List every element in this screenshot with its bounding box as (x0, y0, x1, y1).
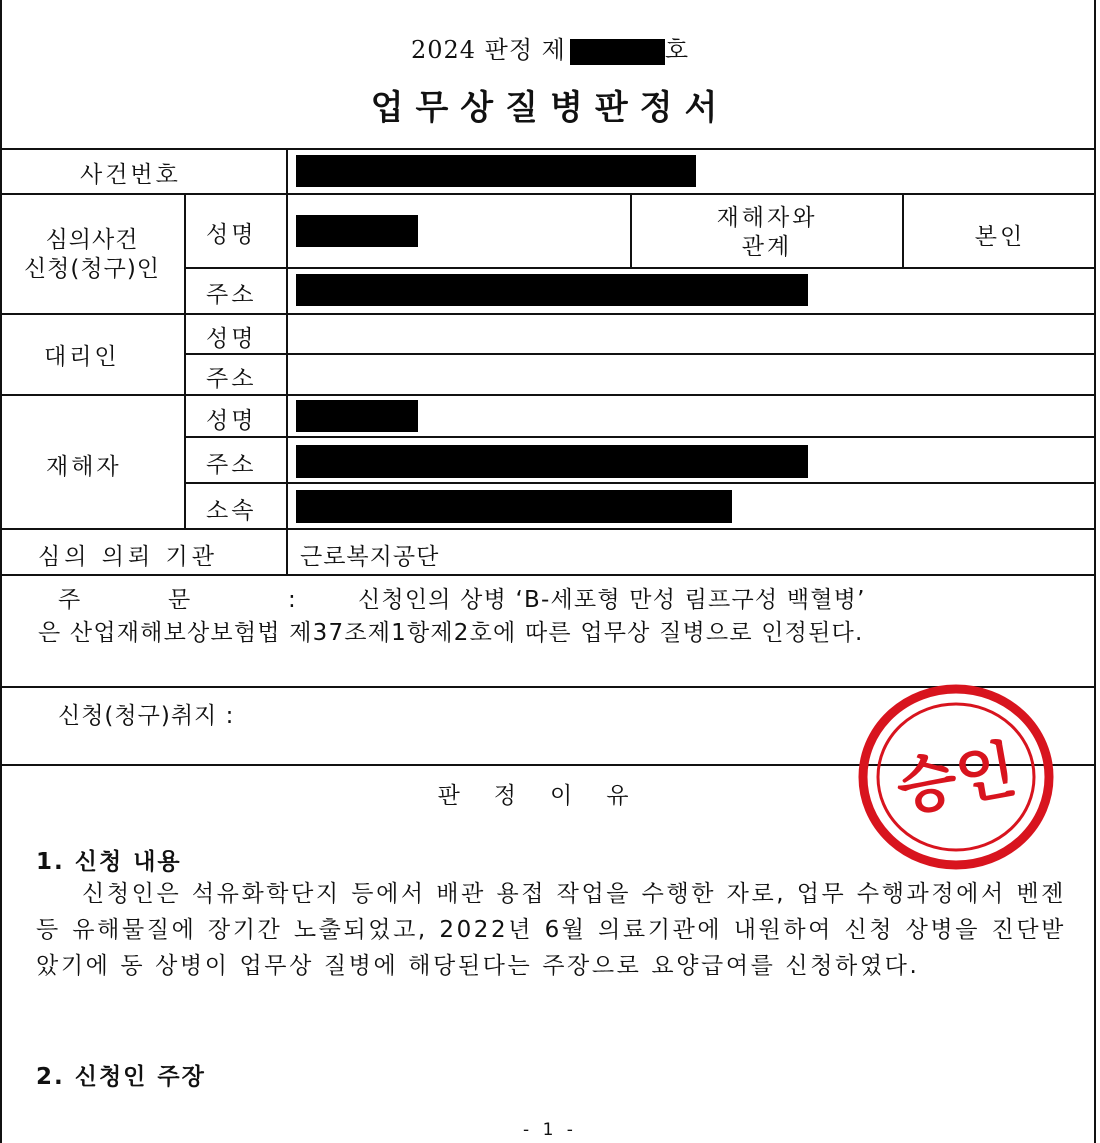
order-text-rest: 은 산업재해보상보험법 제37조제1항제2호에 따른 업무상 질병으로 인정된다. (38, 620, 864, 646)
decision-number-line (0, 30, 1100, 65)
table-rule (0, 394, 1096, 396)
applicant-address-label: 주소 (206, 282, 257, 308)
redacted-victim-name (296, 400, 418, 432)
case-number-label: 사건번호 (80, 162, 181, 188)
request-label: 신청(청구)취지 : (58, 703, 235, 729)
institution-value: 근로복지공단 (300, 544, 440, 570)
section-1-body: 신청인은 석유화학단지 등에서 배관 용접 작업을 수행한 자로, 업무 수행과정에서 벤젠 등 유해물질에 장기간 노출되었고, 2022년 6월 의료기관에 내원하여 신청 상병을 진단받았기에 동 상병이 업무상 질병에 해당된다는 주장으로 요양급여를 신청하였다. (36, 881, 1066, 979)
redacted-victim-address (296, 445, 808, 478)
reason-title: 판정이유 (437, 783, 663, 809)
relation-value: 본인 (974, 224, 1026, 250)
order-label-2: 문 (168, 587, 192, 613)
table-rule (0, 574, 1096, 576)
applicant-label: 심의사건 신청(청구)인 (23, 227, 161, 282)
victim-label: 재해자 (46, 454, 122, 480)
page-number: - 1 - (523, 1120, 577, 1140)
victim-affiliation-label: 소속 (206, 498, 257, 524)
table-rule (186, 482, 1096, 484)
agent-address-label: 주소 (206, 366, 257, 392)
stamp-text: 승인 (890, 732, 1022, 825)
redacted-applicant-address (296, 274, 808, 306)
approval-stamp (856, 682, 1056, 872)
table-rule (186, 353, 1096, 355)
order-text-line1: 신청인의 상병 ‘B-세포형 만성 림프구성 백혈병’ (358, 587, 866, 613)
applicant-name-label: 성명 (206, 222, 257, 248)
agent-name-label: 성명 (206, 326, 257, 352)
table-rule (0, 148, 1096, 150)
redacted-applicant-name (296, 215, 418, 247)
info-table (0, 148, 1100, 576)
redacted-case-number (296, 155, 696, 187)
table-rule (0, 193, 1096, 195)
table-rule (0, 313, 1096, 315)
table-rule (184, 193, 186, 530)
agent-label: 대리인 (44, 344, 120, 370)
order-label-1: 주 (58, 587, 82, 613)
table-rule (286, 148, 288, 576)
decision-number-prefix: 2024 판정 제 (410, 36, 566, 64)
redacted-victim-affiliation (296, 490, 732, 523)
section-1-heading: 1. 신청 내용 (36, 849, 182, 875)
decision-number-suffix: 호 (664, 36, 690, 64)
section-2-heading: 2. 신청인 주장 (36, 1064, 206, 1090)
victim-address-label: 주소 (206, 452, 257, 478)
document-title: 업무상질병판정서 (370, 88, 730, 128)
order-colon: : (288, 587, 297, 613)
relation-label: 재해자와 관계 (716, 205, 818, 260)
redacted-decision-number (570, 39, 665, 65)
table-rule (186, 267, 1096, 269)
table-rule (0, 528, 1096, 530)
institution-label: 심의 의뢰 기관 (38, 544, 218, 570)
table-rule (186, 436, 1096, 438)
victim-name-label: 성명 (206, 408, 257, 434)
order-section (38, 584, 1058, 650)
